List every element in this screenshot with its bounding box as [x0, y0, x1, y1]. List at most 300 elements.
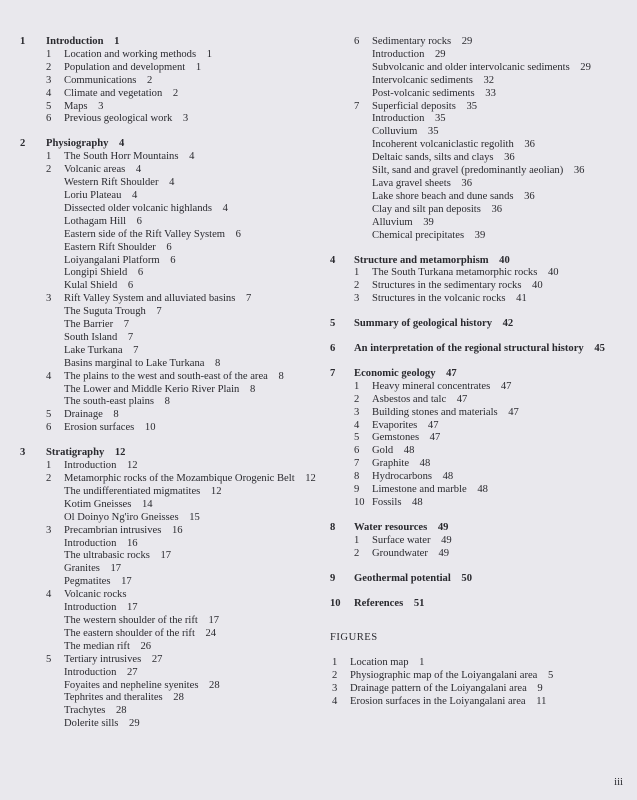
figure-page: 5 [547, 670, 554, 682]
entry-title: Sedimentary rocks [372, 36, 452, 47]
figure-number: 3 [332, 683, 338, 695]
entry-page: 17 [110, 563, 122, 575]
chapter-heading [330, 368, 630, 381]
entry-title: The Suguta Trough [64, 306, 146, 318]
entry-page: 7 [245, 293, 252, 305]
entry-title: South Island [64, 331, 118, 343]
entry-page: 4 [169, 177, 175, 189]
section-number: 6 [354, 445, 360, 457]
subsection-entry [20, 615, 320, 628]
entry-title: Dolerite sills [64, 718, 119, 730]
chapter-number: 8 [330, 521, 336, 533]
entry-title: Tephrites and theralites [64, 692, 163, 704]
entry-title: The eastern shoulder of the rift [64, 627, 195, 639]
section-entry [20, 589, 320, 602]
section-number: 3 [354, 406, 360, 418]
section-number: 5 [46, 653, 52, 665]
entry-title: Western Rift Shoulder [64, 177, 159, 189]
section-entry [330, 101, 630, 114]
subsection-entry [20, 602, 320, 615]
contents-left-column [20, 36, 320, 731]
chapter [20, 138, 320, 435]
section-number: 2 [354, 547, 360, 559]
entry-title: Climate and vegetation [64, 87, 163, 99]
entry-page: 8 [215, 357, 221, 369]
entry-page: 36 [573, 165, 585, 177]
chapter-page: 42 [502, 318, 514, 330]
entry-title: Erosion surfaces [64, 422, 135, 434]
section-entry [330, 548, 630, 561]
chapter-title [20, 138, 320, 151]
entry-title: Alluvium [372, 216, 413, 228]
subsection-entry [330, 62, 630, 75]
subsection-entry [330, 49, 630, 62]
subsection-entry [20, 203, 320, 216]
entry-title: Introduction [372, 113, 425, 125]
entry-title: The South Horr Mountains [64, 151, 179, 163]
entry-page: 47 [508, 406, 519, 418]
contents-right-column [330, 36, 630, 709]
entry-page: 4 [189, 151, 195, 163]
entry-title: Silt, sand and gravel (predominantly aeolian) [372, 165, 564, 177]
entry-title: Kulal Shield [64, 280, 118, 292]
chapter-title-text: Introduction [46, 36, 104, 47]
entry-title: Location and working methods [64, 48, 197, 60]
chapter-page: 4 [119, 138, 125, 150]
chapter-title-text: References [354, 597, 404, 609]
subsection-entry [20, 190, 320, 203]
chapter-title [330, 598, 630, 611]
entry-title: Loiyangalani Platform [64, 254, 160, 266]
section-entry [330, 267, 630, 280]
entry-title: Building stones and materials [372, 406, 498, 418]
subsection-entry [20, 680, 320, 693]
subsection-entry [20, 216, 320, 229]
section-number: 3 [46, 293, 52, 305]
subsection-entry [20, 705, 320, 718]
chapter-heading [20, 138, 320, 151]
section-entry [330, 293, 630, 306]
figure-entry [330, 683, 630, 696]
figure-number: 1 [332, 657, 338, 669]
section-entry [330, 36, 630, 49]
entry-title: The ultrabasic rocks [64, 550, 150, 562]
figure-title: Physiographic map of the Loiyangalani area [350, 670, 538, 682]
entry-page: 10 [144, 422, 156, 434]
section-number: 2 [46, 61, 52, 73]
entry-page: 8 [164, 396, 170, 408]
entry-title: Granites [64, 563, 100, 575]
entry-title: Loriu Plateau [64, 189, 122, 201]
entry-page: 8 [113, 409, 119, 421]
entry-page: 7 [123, 319, 130, 331]
subsection-entry [20, 692, 320, 705]
chapter-heading [330, 573, 630, 586]
entry-page: 4 [131, 189, 138, 201]
entry-title: The Lower and Middle Kerio River Plain [64, 383, 240, 395]
entry-page: 16 [126, 537, 138, 549]
chapter-title-text: Geothermal potential [354, 572, 451, 584]
section-number: 9 [354, 484, 360, 496]
section-entry [330, 497, 630, 510]
chapter-number: 3 [20, 447, 26, 459]
subsection-entry [20, 550, 320, 563]
entry-page: 28 [116, 705, 127, 717]
entry-page: 39 [474, 229, 486, 241]
entry-page: 6 [166, 241, 172, 253]
entry-page: 28 [173, 692, 184, 704]
entry-page: 3 [182, 113, 189, 125]
figure-page: 11 [536, 696, 547, 708]
entry-title: Eastern side of the Rift Valley System [64, 228, 226, 240]
entry-title: Precambrian intrusives [64, 524, 162, 536]
figure-title: Erosion surfaces in the Loiyangalani area [350, 696, 526, 708]
section-entry [20, 75, 320, 88]
entry-page: 24 [205, 627, 217, 639]
section-entry [20, 49, 320, 62]
entry-title: Maps [64, 100, 88, 112]
figure-entry [330, 696, 630, 709]
entry-title: The plains to the west and south-east of the area [64, 370, 268, 382]
entry-page: 49 [441, 534, 452, 546]
chapter-title-text: Water resources [354, 521, 428, 533]
subsection-entry [330, 139, 630, 152]
entry-title: The western shoulder of the rift [64, 614, 198, 626]
entry-title: Ol Doinyo Ng'iro Gneisses [64, 511, 179, 523]
entry-page: 16 [171, 524, 183, 536]
entry-title: Volcanic rocks [64, 589, 127, 601]
section-number: 1 [354, 534, 360, 546]
section-number: 4 [46, 589, 52, 601]
figure-entry [330, 670, 630, 683]
entry-title: Asbestos and talc [372, 393, 447, 405]
chapter-number: 5 [330, 318, 336, 330]
entry-title: Introduction [64, 537, 117, 549]
subsection-entry [20, 538, 320, 551]
entry-page: 35 [434, 113, 446, 125]
section-number: 1 [354, 380, 360, 392]
entry-page: 27 [151, 653, 163, 665]
entry-page: 33 [485, 87, 496, 99]
entry-title: Eastern Rift Shoulder [64, 241, 156, 253]
chapter-page: 47 [446, 367, 457, 379]
section-number: 6 [46, 422, 52, 434]
entry-title: Superficial deposits [372, 100, 456, 112]
subsection-entry [330, 152, 630, 165]
entry-page: 36 [461, 177, 473, 189]
chapter-page: 51 [413, 597, 425, 609]
entry-title: Structures in the volcanic rocks [372, 293, 506, 305]
entry-page: 48 [412, 497, 423, 508]
entry-page: 2 [146, 74, 153, 86]
section-entry [330, 280, 630, 293]
chapter-title-text: An interpretation of the regional structural history [354, 343, 584, 355]
chapter-number: 9 [330, 572, 336, 584]
chapter-heading [330, 598, 630, 611]
entry-page: 40 [532, 280, 543, 292]
subsection-entry [330, 204, 630, 217]
entry-page: 17 [208, 614, 220, 626]
subsection-entry [20, 177, 320, 190]
chapter [330, 255, 630, 307]
entry-title: Drainage [64, 409, 103, 421]
section-entry [330, 458, 630, 471]
entry-title: The undifferentiated migmatites [64, 485, 201, 497]
entry-title: Post-volcanic sediments [372, 87, 475, 99]
figure-title: Location map [350, 657, 409, 669]
section-number: 7 [354, 458, 360, 470]
chapter-title-text: Economic geology [354, 367, 436, 379]
entry-page: 26 [140, 640, 152, 652]
entry-page: 48 [403, 445, 415, 457]
section-number: 3 [46, 74, 52, 86]
chapter-page: 45 [594, 343, 605, 355]
subsection-entry [20, 384, 320, 397]
entry-page: 4 [222, 202, 228, 214]
entry-page: 36 [524, 190, 535, 202]
chapter [330, 573, 630, 586]
subsection-entry [20, 499, 320, 512]
spacer [330, 586, 630, 598]
entry-page: 29 [434, 48, 446, 60]
chapter-title [330, 573, 630, 586]
entry-title: Heavy mineral concentrates [372, 380, 491, 392]
subsection-entry [20, 718, 320, 731]
subsection-entry [20, 345, 320, 358]
spacer [330, 356, 630, 368]
chapter-heading [20, 36, 320, 49]
subsection-entry [20, 641, 320, 654]
chapter-title [20, 36, 320, 49]
section-number: 2 [354, 280, 360, 292]
entry-title: Clay and silt pan deposits [372, 203, 481, 215]
entry-page: 17 [121, 576, 132, 588]
section-entry [20, 101, 320, 114]
entry-title: Incoherent volcaniclastic regolith [372, 139, 514, 151]
subsection-entry [20, 512, 320, 525]
entry-page: 7 [133, 344, 139, 356]
chapter-number: 4 [330, 254, 336, 266]
section-number: 5 [354, 432, 360, 444]
entry-title: Volcanic areas [64, 164, 126, 176]
section-entry [20, 654, 320, 667]
subsection-entry [20, 358, 320, 371]
entry-title: Limestone and marble [372, 484, 467, 496]
entry-page: 39 [423, 216, 434, 228]
subsection-entry [20, 576, 320, 589]
subsection-entry [330, 75, 630, 88]
entry-page: 3 [98, 100, 104, 112]
entry-title: Chemical precipitates [372, 229, 465, 241]
section-entry [20, 422, 320, 435]
section-number: 6 [46, 113, 52, 125]
entry-title: Kotim Gneisses [64, 498, 132, 510]
entry-title: Intervolcanic sediments [372, 74, 473, 86]
page-number: iii [614, 777, 623, 788]
entry-title: Metamorphic rocks of the Mozambique Orogenic Belt [64, 473, 295, 484]
section-number: 8 [354, 471, 360, 483]
subsection-entry [330, 191, 630, 204]
chapter-title [330, 318, 630, 331]
entry-title: Previous geological work [64, 113, 173, 125]
chapter [330, 522, 630, 561]
entry-page: 35 [466, 100, 478, 112]
subsection-entry [330, 217, 630, 230]
entry-page: 17 [126, 602, 138, 614]
entry-title: Introduction [64, 666, 117, 678]
entry-title: The Barrier [64, 319, 114, 331]
section-entry [20, 164, 320, 177]
subsection-entry [20, 267, 320, 280]
entry-title: Fossils [372, 497, 402, 508]
entry-page: 7 [127, 331, 134, 343]
chapter-heading [330, 318, 630, 331]
chapter-number: 10 [330, 597, 341, 609]
chapter-number: 1 [20, 36, 26, 47]
entry-page: 1 [206, 48, 212, 60]
spacer [20, 435, 320, 447]
subsection-entry [330, 230, 630, 243]
section-entry [330, 394, 630, 407]
chapter-number: 2 [20, 138, 26, 150]
entry-page: 6 [136, 215, 142, 227]
section-entry [330, 445, 630, 458]
entry-page: 15 [189, 511, 200, 523]
spacer [20, 126, 320, 138]
subsection-entry [330, 126, 630, 139]
spacer [330, 510, 630, 522]
entry-page: 6 [137, 267, 144, 279]
figure-page: 9 [537, 683, 543, 695]
subsection-entry [20, 280, 320, 293]
entry-page: 41 [516, 293, 527, 305]
subsection-entry [330, 113, 630, 126]
chapter-title-text: Physiography [46, 138, 109, 150]
subsection-entry [330, 88, 630, 101]
subsection-entry [330, 165, 630, 178]
entry-title: Introduction [64, 602, 117, 614]
chapter-title-text: Structure and metamorphism [354, 254, 489, 266]
figure-page: 1 [419, 657, 425, 669]
entry-title: The south-east plains [64, 396, 155, 408]
chapter [330, 343, 630, 356]
spacer [330, 306, 630, 318]
entry-page: 7 [156, 306, 162, 318]
entry-title: Hydrocarbons [372, 471, 433, 483]
entry-title: Lothagam Hill [64, 215, 127, 227]
entry-page: 12 [126, 460, 138, 472]
subsection-entry [20, 667, 320, 680]
chapter-heading [330, 343, 630, 356]
section-entry [20, 88, 320, 101]
chapter-heading [330, 522, 630, 535]
entry-page: 36 [504, 152, 515, 164]
section-entry [20, 62, 320, 75]
section-number: 6 [354, 36, 360, 47]
section-number: 1 [46, 151, 52, 163]
chapter [20, 36, 320, 126]
entry-title: Gemstones [372, 432, 420, 444]
figures-heading: FIGURES [330, 632, 378, 644]
spacer [330, 243, 630, 255]
entry-page: 29 [461, 36, 473, 47]
entry-title: Introduction [64, 460, 117, 472]
figure-title: Drainage pattern of the Loiyangalani area [350, 683, 527, 695]
section-entry [330, 471, 630, 484]
entry-page: 48 [477, 484, 488, 496]
entry-page: 8 [249, 383, 256, 395]
entry-page: 17 [160, 550, 172, 562]
section-entry [330, 484, 630, 497]
entry-page: 49 [438, 547, 450, 559]
section-number: 4 [354, 419, 360, 431]
entry-page: 27 [126, 666, 138, 678]
entry-title: Pegmatites [64, 576, 111, 588]
chapter-title [330, 522, 630, 535]
subsection-entry [20, 306, 320, 319]
chapter-page: 1 [114, 36, 120, 47]
chapter [330, 598, 630, 611]
spacer [330, 331, 630, 343]
entry-title: Surface water [372, 534, 431, 546]
subsection-entry [20, 242, 320, 255]
subsection-entry [20, 319, 320, 332]
subsection-entry [20, 229, 320, 242]
entry-title: The median rift [64, 640, 130, 652]
entry-title: Structures in the sedimentary rocks [372, 280, 522, 292]
entry-page: 1 [195, 61, 202, 73]
entry-page: 12 [210, 485, 222, 497]
section-number: 5 [46, 100, 52, 112]
section-number: 4 [46, 87, 52, 99]
entry-title: Rift Valley System and alluviated basins [64, 293, 236, 305]
section-entry [330, 432, 630, 445]
entry-page: 4 [135, 164, 142, 176]
section-entry [330, 381, 630, 394]
entry-page: 47 [429, 432, 441, 444]
entry-page: 48 [419, 458, 431, 470]
section-number: 10 [354, 497, 365, 508]
figure-entry [330, 657, 630, 670]
section-number: 7 [354, 100, 360, 112]
entry-title: Groundwater [372, 547, 428, 559]
entry-title: Graphite [372, 458, 410, 470]
entry-page: 14 [141, 498, 153, 510]
section-number: 1 [354, 267, 360, 279]
section-entry [20, 113, 320, 126]
entry-page: 48 [442, 471, 454, 483]
section-number: 1 [46, 460, 52, 472]
chapter-page: 12 [114, 447, 126, 459]
entry-page: 12 [305, 473, 316, 484]
entry-page: 36 [524, 139, 535, 151]
chapter-number: 7 [330, 367, 336, 379]
chapter [330, 368, 630, 510]
section-entry [330, 535, 630, 548]
entry-title: The South Turkana metamorphic rocks [372, 267, 538, 279]
entry-page: 47 [500, 380, 512, 392]
chapter [330, 318, 630, 331]
entry-title: Basins marginal to Lake Turkana [64, 357, 205, 369]
subsection-entry [20, 563, 320, 576]
entry-title: Lake Turkana [64, 344, 123, 356]
figure-number: 2 [332, 670, 338, 682]
section-entry [20, 525, 320, 538]
figure-number: 4 [332, 696, 338, 708]
subsection-entry [330, 178, 630, 191]
entry-title: Subvolcanic and older intervolcanic sediments [372, 61, 570, 73]
section-number: 3 [46, 524, 52, 536]
